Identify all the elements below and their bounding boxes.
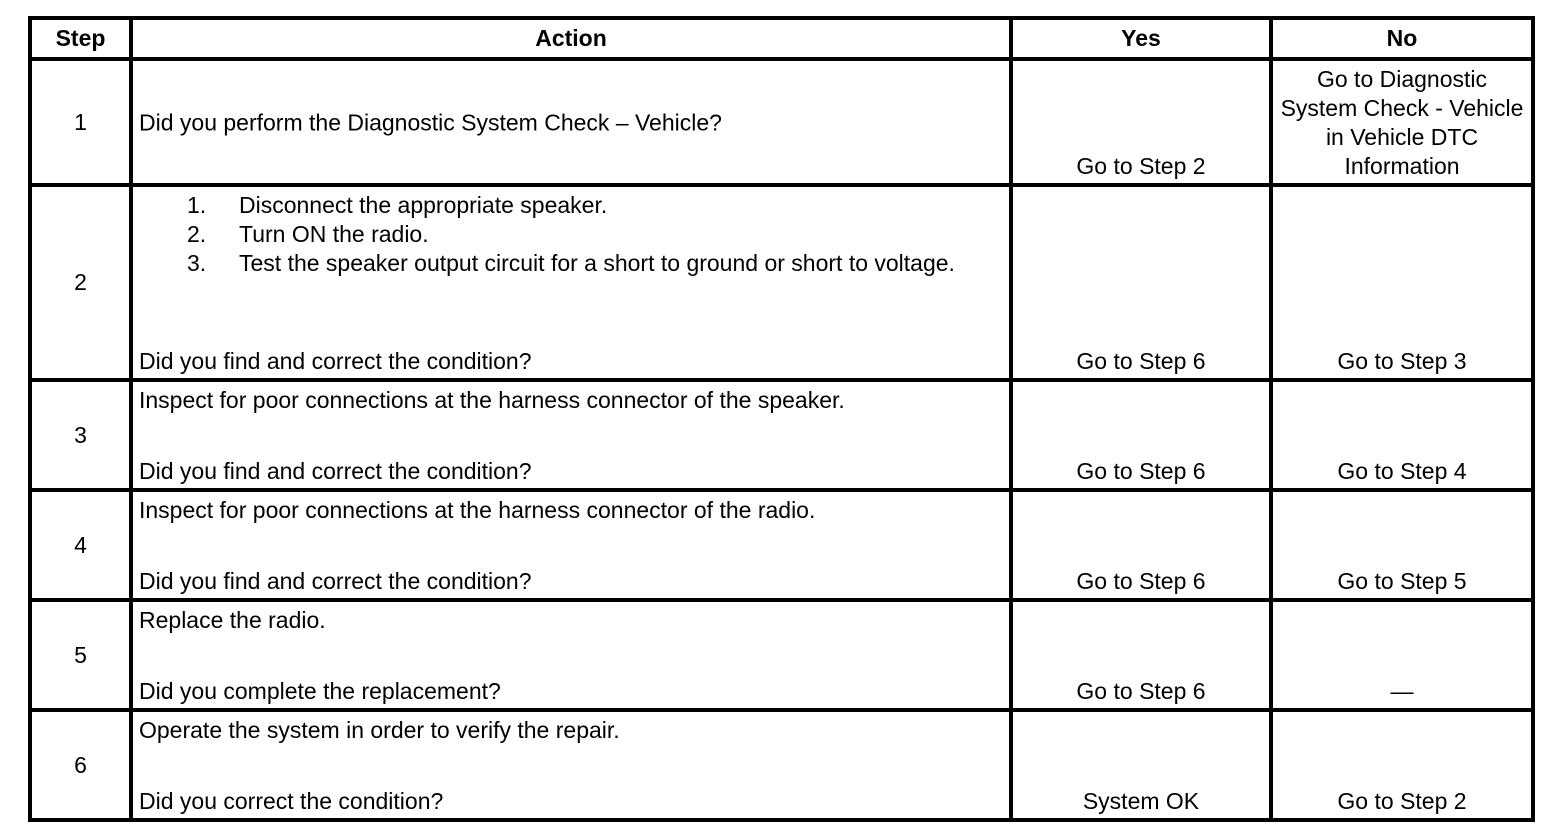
substep-number: 2. xyxy=(187,221,207,247)
header-row xyxy=(30,18,1533,59)
no-cell: Go to Step 5 xyxy=(1271,490,1533,600)
yes-cell: Go to Step 6 xyxy=(1011,490,1271,600)
action-cell xyxy=(131,710,1011,820)
no-cell: Go to Diagnostic System Check - Vehicle in Vehicle DTC Information xyxy=(1271,59,1533,185)
action-instruction: Operate the system in order to verify the repair. xyxy=(139,717,620,743)
substep-text: Disconnect the appropriate speaker. xyxy=(239,192,608,218)
table-row xyxy=(30,600,1533,710)
no-cell: Go to Step 4 xyxy=(1271,380,1533,490)
action-cell xyxy=(131,185,1011,380)
no-cell: — xyxy=(1271,600,1533,710)
header-step: Step xyxy=(30,18,131,59)
substep-number: 1. xyxy=(187,192,207,218)
yes-cell: System OK xyxy=(1011,710,1271,820)
table-row xyxy=(30,380,1533,490)
action-instruction: Inspect for poor connections at the harness connector of the speaker. xyxy=(139,387,845,413)
step-number: 2 xyxy=(30,185,131,380)
yes-cell: Go to Step 6 xyxy=(1011,380,1271,490)
action-instruction: Replace the radio. xyxy=(139,607,326,633)
substep-item xyxy=(187,220,1001,249)
action-cell xyxy=(131,380,1011,490)
action-cell xyxy=(131,490,1011,600)
table-row xyxy=(30,59,1533,185)
header-action: Action xyxy=(131,18,1011,59)
action-question: Did you find and correct the condition? xyxy=(139,458,532,484)
step-number: 3 xyxy=(30,380,131,490)
no-cell: Go to Step 3 xyxy=(1271,185,1533,380)
header-no: No xyxy=(1271,18,1533,59)
step-number: 1 xyxy=(30,59,131,185)
substep-list xyxy=(139,191,1001,278)
action-instruction: Inspect for poor connections at the harness connector of the radio. xyxy=(139,497,816,523)
action-question: Did you complete the replacement? xyxy=(139,678,501,704)
step-number: 4 xyxy=(30,490,131,600)
action-cell xyxy=(131,600,1011,710)
header-yes: Yes xyxy=(1011,18,1271,59)
table-row xyxy=(30,185,1533,380)
action-question: Did you perform the Diagnostic System Check – Vehicle? xyxy=(139,109,722,136)
substep-item xyxy=(187,249,1001,278)
no-cell: Go to Step 2 xyxy=(1271,710,1533,820)
yes-cell: Go to Step 6 xyxy=(1011,600,1271,710)
substep-text: Turn ON the radio. xyxy=(239,221,429,247)
substep-number: 3. xyxy=(187,250,207,276)
step-number: 5 xyxy=(30,600,131,710)
action-cell xyxy=(131,59,1011,185)
substep-text: Test the speaker output circuit for a short to ground or short to voltage. xyxy=(239,250,955,276)
yes-cell: Go to Step 2 xyxy=(1011,59,1271,185)
yes-cell: Go to Step 6 xyxy=(1011,185,1271,380)
substep-item xyxy=(187,191,1001,220)
diagnostic-table xyxy=(28,16,1535,822)
table-row xyxy=(30,710,1533,820)
diagnostic-table-container xyxy=(28,16,1531,822)
step-number: 6 xyxy=(30,710,131,820)
action-question: Did you find and correct the condition? xyxy=(139,348,532,374)
table-row xyxy=(30,490,1533,600)
action-question: Did you correct the condition? xyxy=(139,788,444,814)
action-question: Did you find and correct the condition? xyxy=(139,568,532,594)
